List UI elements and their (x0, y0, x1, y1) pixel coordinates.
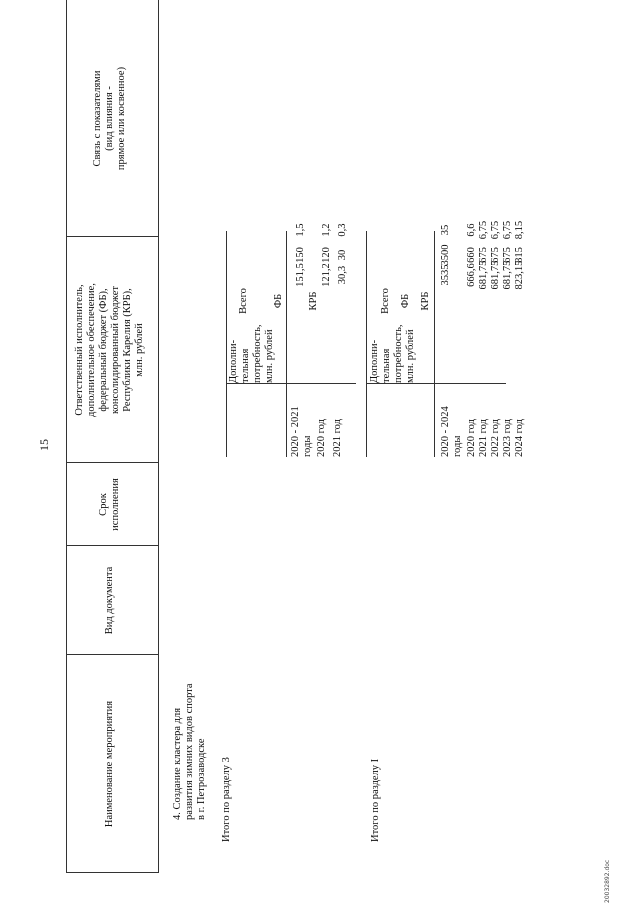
header-exec-line: дополнительное обеспечение, (86, 283, 97, 417)
s1-v5-fb: 815 (514, 247, 525, 263)
header-exec-line: млн. рублей (134, 323, 145, 377)
s1-row-period: 2023 год (502, 419, 513, 457)
header-term-line: исполнения (110, 478, 121, 531)
header-link-cell (92, 0, 128, 237)
s1-v1-total: 666,6 (466, 263, 477, 287)
s3-table-top (226, 231, 227, 457)
s1-row-period: 2024 год (514, 419, 525, 457)
s1-table-header-bottom (434, 231, 435, 457)
s1-row-period-line: годы (452, 435, 463, 457)
header-exec-line: федеральный бюджет (ФБ), (98, 288, 109, 412)
s3-head-need-line: млн. рублей (264, 329, 275, 383)
s3-head-need-line: Дополни- (228, 339, 239, 383)
header-doc-cell (104, 546, 116, 655)
s1-v4-total: 681,75 (502, 260, 513, 290)
footer-file-name: 20032892.doc (604, 859, 611, 903)
s3-v2-fb: 30 (337, 249, 348, 261)
s1-v5-krb: 8,15 (514, 220, 525, 240)
s3-head-need-line: тельная (240, 348, 251, 383)
s1-v4-krb: 6,75 (502, 220, 513, 240)
header-exec-line: консолидированный бюджет (110, 286, 121, 414)
s1-v3-krb: 6,75 (490, 220, 501, 240)
s1-v0-fb: 3500 (440, 244, 451, 266)
s3-v0-krb: 1,5 (295, 223, 306, 237)
header-link-line: Связь с показателями (92, 70, 103, 167)
s1-table-top (366, 231, 367, 457)
s1-v1-fb: 660 (466, 247, 477, 263)
s1-v5-total: 823,15 (514, 260, 525, 290)
s3-v1-fb: 120 (321, 247, 332, 263)
item4-title (172, 640, 208, 820)
s3-v2-krb: 0,3 (337, 223, 348, 237)
s1-row-period: 2022 год (490, 419, 501, 457)
s1-row-period (440, 387, 464, 457)
s1-v2-total: 681,75 (478, 260, 489, 290)
s3-row-period: 2021 год (332, 419, 343, 457)
s3-head-fb-label: ФБ (273, 293, 284, 309)
header-bottom-border (158, 0, 159, 873)
s3-head-total-label: Всего (238, 288, 249, 314)
s3-v0-fb: 150 (295, 247, 306, 263)
s1-head-krb (420, 271, 432, 331)
s1-v1-krb: 6,6 (466, 223, 477, 237)
header-exec-line: Ответственный исполнитель, (74, 284, 85, 416)
item4-title-line: развития зимних видов спорта (184, 683, 195, 820)
s3-row-period: 2020 год (316, 419, 327, 457)
s3-table-header-bottom (286, 231, 287, 457)
header-name-cell (104, 655, 116, 873)
s1-row-period: 2020 год (466, 419, 477, 457)
s3-head-fb (273, 271, 285, 331)
s1-row-period: 2021 год (478, 419, 489, 457)
s1-head-total-label: Всего (380, 288, 391, 314)
s1-head-fb (400, 271, 412, 331)
s3-row-period (290, 387, 314, 457)
s3-table-divider (226, 383, 356, 384)
header-doc-label: Вид документа (104, 566, 115, 635)
header-exec-line: Республики Карелия (КРБ), (122, 288, 133, 412)
s3-head-need (228, 321, 276, 383)
s3-head-krb-label: КРБ (308, 291, 319, 311)
s1-head-need-line: потребность, (393, 324, 404, 383)
s3-v2-total: 30,3 (337, 265, 348, 285)
item4-title-line: 4. Создание кластера для (172, 707, 183, 820)
s1-head-need-line: млн. рублей (405, 329, 416, 383)
s1-row-period-line: 2020 - 2024 (440, 406, 451, 457)
section3-total-label: Итого по разделу 3 (221, 757, 232, 842)
s3-row-period-line: годы (302, 435, 313, 457)
s1-head-fb-label: ФБ (400, 293, 411, 309)
s3-row-period-line: 2020 - 2021 (290, 406, 301, 457)
s1-v3-fb: 675 (490, 247, 501, 263)
s3-v1-total: 121,2 (321, 263, 332, 287)
header-exec-cell (74, 237, 146, 463)
s3-v0-total: 151,5 (295, 263, 306, 287)
s1-head-krb-label: КРБ (420, 291, 431, 311)
s1-v3-total: 681,75 (490, 260, 501, 290)
section1-total-label: Итого по разделу I (370, 758, 381, 842)
header-link-line: (вид влияния - (104, 86, 115, 151)
s1-v0-krb: 35 (440, 224, 451, 236)
header-link-line: прямое или косвенное) (116, 66, 127, 171)
s1-v2-krb: 6,75 (478, 220, 489, 240)
s1-head-total (380, 271, 392, 331)
header-term-line: Срок (98, 493, 109, 516)
item4-title-line: в г. Петрозаводске (196, 738, 207, 820)
page-number: 15 (37, 439, 51, 451)
s3-v1-krb: 1,2 (321, 223, 332, 237)
header-top-border (66, 0, 67, 873)
s1-v4-fb: 675 (502, 247, 513, 263)
s1-v2-fb: 675 (478, 247, 489, 263)
s1-table-divider (366, 383, 506, 384)
s3-head-krb (308, 271, 320, 331)
header-name-label: Наименование мероприятия (104, 700, 115, 828)
s1-v0-total: 3535 (440, 264, 451, 286)
s1-head-need-line: тельная (381, 348, 392, 383)
header-term-cell (98, 463, 122, 546)
s1-head-need-line: Дополни- (369, 339, 380, 383)
s3-head-need-line: потребность, (252, 324, 263, 383)
s3-head-total (238, 271, 250, 331)
